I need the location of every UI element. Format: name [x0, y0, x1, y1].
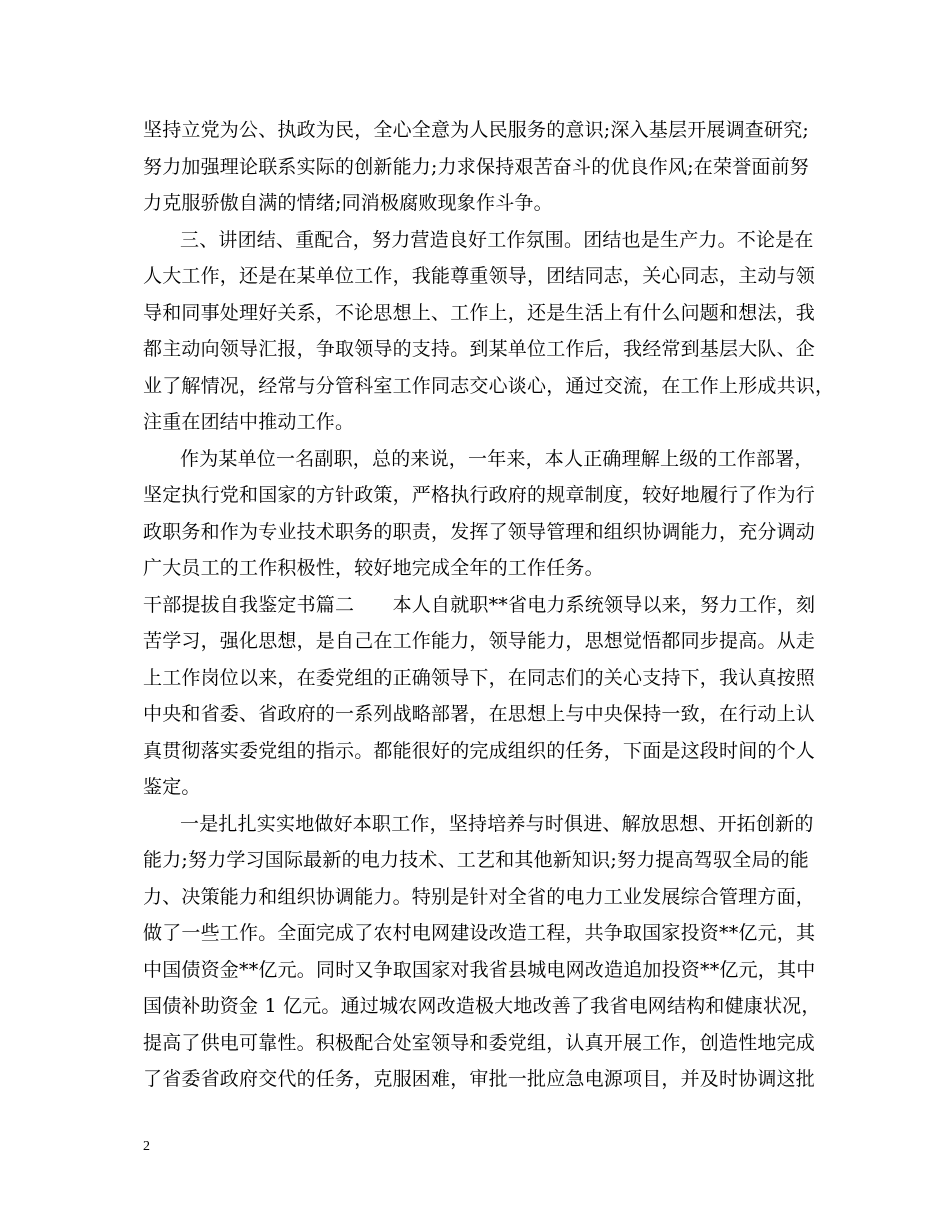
text-line: 业了解情况，经常与分管科室工作同志交心谈心，通过交流，在工作上形成共识， [143, 375, 835, 397]
section-heading-line: 干部提拔自我鉴定书篇二 本人自就职**省电力系统领导以来，努力工作，刻 [143, 594, 816, 616]
text-line: 做了一些工作。全面完成了农村电网建设改造工程，共争取国家投资**亿元，其 [143, 922, 816, 944]
text-line: 国债补助资金 1 亿元。通过城农网改造极大地改善了我省电网结构和健康状况， [143, 995, 821, 1017]
paragraph-start-line: 三、讲团结、重配合，努力营造良好工作氛围。团结也是生产力。不论是在 [180, 229, 814, 251]
text-line: 广大员工的工作积极性，较好地完成全年的工作任务。 [143, 557, 604, 579]
text-line: 苦学习，强化思想，是自己在工作能力，领导能力，思想觉悟都同步提高。从走 [143, 630, 816, 652]
text-line: 提高了供电可靠性。积极配合处室领导和委党组，认真开展工作，创造性地完成 [143, 1032, 816, 1054]
text-line: 导和同事处理好关系，不论思想上、工作上，还是生活上有什么问题和想法，我 [143, 302, 816, 324]
text-line: 中国债资金**亿元。同时又争取国家对我省县城电网改造追加投资**亿元，其中 [143, 959, 816, 981]
text-line: 注重在团结中推动工作。 [143, 411, 355, 433]
text-line: 鉴定。 [143, 776, 201, 798]
text-line: 坚持立党为公、执政为民，全心全意为人民服务的意识;深入基层开展调查研究; [143, 119, 810, 141]
text-line: 人大工作，还是在某单位工作，我能尊重领导，团结同志，关心同志，主动与领 [143, 265, 816, 287]
text-line: 能力;努力学习国际最新的电力技术、工艺和其他新知识;努力提高驾驭全局的能 [143, 849, 810, 871]
text-line: 中央和省委、省政府的一系列战略部署，在思想上与中央保持一致，在行动上认 [143, 703, 816, 725]
text-line: 上工作岗位以来，在委党组的正确领导下，在同志们的关心支持下，我认真按照 [143, 667, 816, 689]
page-number: 2 [143, 1139, 150, 1154]
paragraph-start-line: 作为某单位一名副职，总的来说，一年来，本人正确理解上级的工作部署， [180, 448, 814, 470]
text-line: 政职务和作为专业技术职务的职责，发挥了领导管理和组织协调能力，充分调动 [143, 521, 816, 543]
text-line: 坚定执行党和国家的方针政策，严格执行政府的规章制度，较好地履行了作为行 [143, 484, 816, 506]
paragraph-start-line: 一是扎扎实实地做好本职工作，坚持培养与时俱进、解放思想、开拓创新的 [180, 813, 814, 835]
text-line: 都主动向领导汇报，争取领导的支持。到某单位工作后，我经常到基层大队、企 [143, 338, 816, 360]
text-line: 力克服骄傲自满的情绪;同消极腐败现象作斗争。 [143, 192, 553, 214]
text-line: 力、决策能力和组织协调能力。特别是针对全省的电力工业发展综合管理方面， [143, 886, 816, 908]
text-line: 真贯彻落实委党组的指示。都能很好的完成组织的任务，下面是这段时间的个人 [143, 740, 816, 762]
text-line: 努力加强理论联系实际的创新能力;力求保持艰苦奋斗的优良作风;在荣誉面前努 [143, 156, 810, 178]
text-line: 了省委省政府交代的任务，克服困难，审批一批应急电源项目，并及时协调这批 [143, 1068, 816, 1090]
